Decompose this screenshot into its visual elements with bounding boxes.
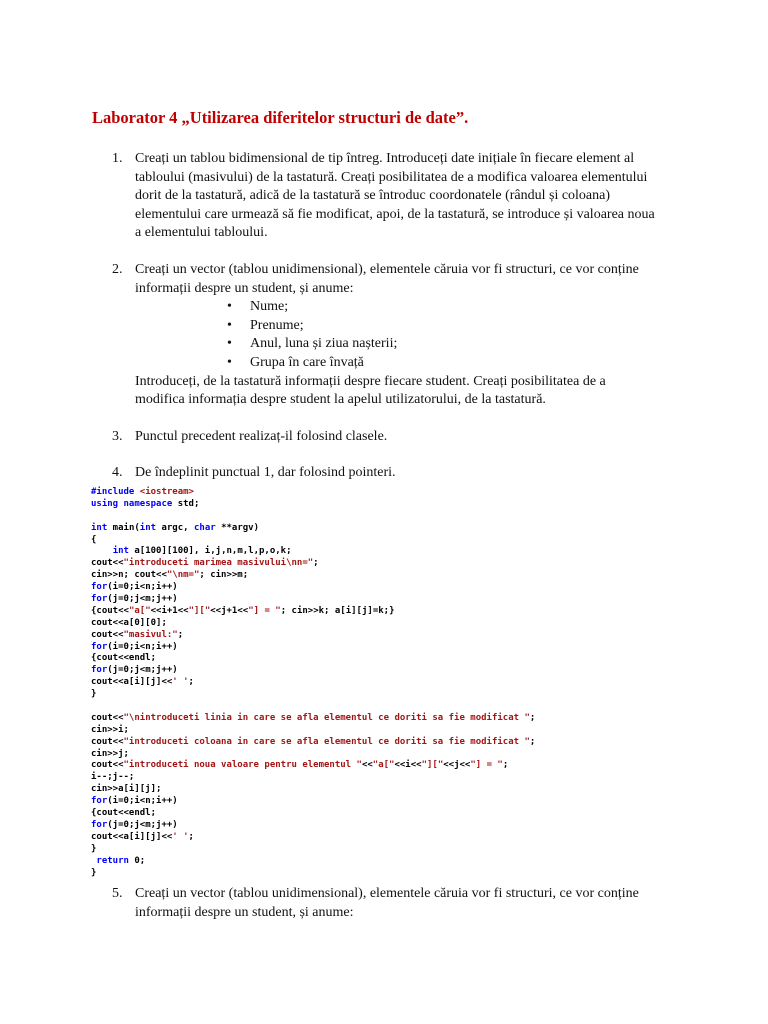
student-field-item <box>224 335 655 354</box>
code-keyword: for <box>91 594 108 605</box>
code-line: {cout<<endl; <box>91 653 157 664</box>
code-line: cout<<"introduceti marimea masivului\nn="; <box>91 558 319 569</box>
code-line: cin>>j; <box>91 748 129 759</box>
code-keyword: for <box>91 819 108 830</box>
task-number: 5. <box>112 886 123 901</box>
code-line: for(i=0;i<n;i++) <box>91 796 178 807</box>
student-field-item <box>224 317 655 336</box>
code-line: cout<<"introduceti coloana in care se afla elementul ce doriti sa fie modificat "; <box>91 736 536 747</box>
task-item-2 <box>112 261 655 410</box>
code-line <box>91 487 535 499</box>
code-line <box>91 701 535 713</box>
code-line: for(j=0;j<m;j++) <box>91 594 178 605</box>
code-line: cout<<"\nintroduceti linia in care se afla elementul ce doriti sa fie modificat "; <box>91 712 536 723</box>
code-line: for(i=0;i<n;i++) <box>91 582 178 593</box>
code-keyword: using <box>91 498 119 509</box>
code-keyword: for <box>91 582 108 593</box>
code-string: "a[" <box>372 760 395 771</box>
task-text: Creați un tablou bidimensional de tip întreg. Introduceți date inițiale în fiecare element al tabloului (masivului) de la tastatură. Creați posibilitatea de a modifica valoarea elementului dorit de la tastatură, adică de la tastatură se întroduc coordonatele (rândul și coloana) elementului care urmează să fie modificat, apoi, de la tastatură, se introduce și valoarea noua a elementului tabloului. <box>135 151 655 241</box>
code-line: } <box>91 867 97 878</box>
code-keyword: int <box>112 546 129 557</box>
bullet-icon: • <box>227 336 232 352</box>
code-keyword: int <box>91 522 108 533</box>
code-line: cout<<a[i][j]<<' '; <box>91 677 194 688</box>
code-listing <box>91 487 535 879</box>
task-number: 3. <box>112 428 123 444</box>
task-item-5 <box>112 885 655 922</box>
task-item-3 <box>112 428 655 447</box>
code-string: "introduceti noua valoare pentru elementul " <box>123 760 362 771</box>
code-line <box>91 511 535 523</box>
task-number: 1. <box>112 151 123 166</box>
code-string: "introduceti marimea masivului\nn=" <box>123 558 314 569</box>
task-text: Punctul precedent realizaț-il folosind clasele. <box>135 428 388 444</box>
code-line: } <box>91 689 97 700</box>
code-string: "a[" <box>128 605 151 616</box>
code-keyword: for <box>91 641 108 652</box>
bullet-icon: • <box>227 299 232 315</box>
task-item-4 <box>112 464 655 483</box>
student-field-label: Nume; <box>250 299 289 315</box>
page-title: Laborator 4 „Utilizarea diferitelor structuri de date”. <box>92 108 469 127</box>
code-line: using namespace std; <box>91 498 200 509</box>
student-field-item <box>224 354 655 373</box>
code-keyword: int <box>139 522 157 533</box>
code-line: {cout<<"a["<<i+1<<"]["<<j+1<<"] = "; cin>>k; a[i][j]=k;} <box>91 605 395 616</box>
code-line: cin>>n; cout<<"\nm="; cin>>m; <box>91 570 249 581</box>
code-string: "\nm=" <box>166 570 200 581</box>
code-keyword: char <box>193 522 216 533</box>
code-keyword: namespace <box>123 498 173 509</box>
code-keyword: #include <box>91 487 135 497</box>
code-string: "] = " <box>470 760 503 771</box>
code-string: "\nintroduceti linia in care se afla elementul ce doriti sa fie modificat " <box>123 712 530 723</box>
code-string: "][" <box>188 605 211 616</box>
code-line: int a[100][100], i,j,n,m,l,p,o,k; <box>112 546 292 557</box>
task-text: Creați un vector (tablou unidimensional), elementele căruia vor fi structuri, ce vor conține informații despre un student, și anume: <box>135 886 639 920</box>
code-line: i--;j--; <box>91 772 135 783</box>
code-line: for(i=0;i<n;i++) <box>91 641 178 652</box>
student-field-label: Grupa în care învață <box>250 354 364 370</box>
code-line: cout<<"masivul:"; <box>91 629 184 640</box>
code-keyword: for <box>91 796 108 807</box>
student-field-item <box>224 298 655 317</box>
code-keyword: for <box>91 665 108 676</box>
task-list-continued <box>112 885 655 922</box>
student-field-label: Anul, luna și ziua nașterii; <box>250 336 398 352</box>
code-string: "introduceti coloana in care se afla elementul ce doriti sa fie modificat " <box>123 736 530 747</box>
code-string: ' ' <box>172 831 189 842</box>
code-line: for(j=0;j<m;j++) <box>91 819 178 830</box>
task-text: De îndeplinit punctual 1, dar folosind pointeri. <box>135 465 396 481</box>
code-keyword: return <box>96 855 129 866</box>
code-line: {cout<<endl; <box>91 808 157 819</box>
bullet-icon: • <box>227 317 232 333</box>
code-line: return 0; <box>96 855 146 866</box>
code-string: <iostream> <box>139 487 194 497</box>
bullet-icon: • <box>227 354 232 370</box>
code-string: "] = " <box>248 605 281 616</box>
code-line: cin>>a[i][j]; <box>91 784 162 795</box>
code-line: int main(int argc, char **argv) <box>91 522 260 533</box>
code-line: for(j=0;j<m;j++) <box>91 665 178 676</box>
code-line: { <box>91 534 97 545</box>
task-number: 2. <box>112 261 123 277</box>
code-string: "][" <box>421 760 444 771</box>
code-line: cout<<a[0][0]; <box>91 617 167 628</box>
code-line: } <box>91 843 97 854</box>
code-line: cout<<a[i][j]<<' '; <box>91 831 194 842</box>
task-number: 4. <box>112 465 123 481</box>
task-text-after: Introduceți, de la tastatură informații despre fiecare student. Creați posibilitatea de a modifica informația despre student la apelul utilizatorului, de la tastatură. <box>135 373 606 408</box>
task-item-1 <box>112 150 655 243</box>
code-string: ' ' <box>172 677 189 688</box>
student-field-label: Prenume; <box>250 317 304 333</box>
task-text: Creați un vector (tablou unidimensional), elementele căruia vor fi structuri, ce vor conține informații despre un student, și anume: <box>135 261 639 296</box>
code-line: cout<<"introduceti noua valoare pentru elementul "<<"a["<<i<<"]["<<j<<"] = "; <box>91 760 509 771</box>
code-line: cin>>i; <box>91 724 129 735</box>
student-field-list <box>135 298 655 372</box>
code-string: "masivul:" <box>123 629 178 640</box>
